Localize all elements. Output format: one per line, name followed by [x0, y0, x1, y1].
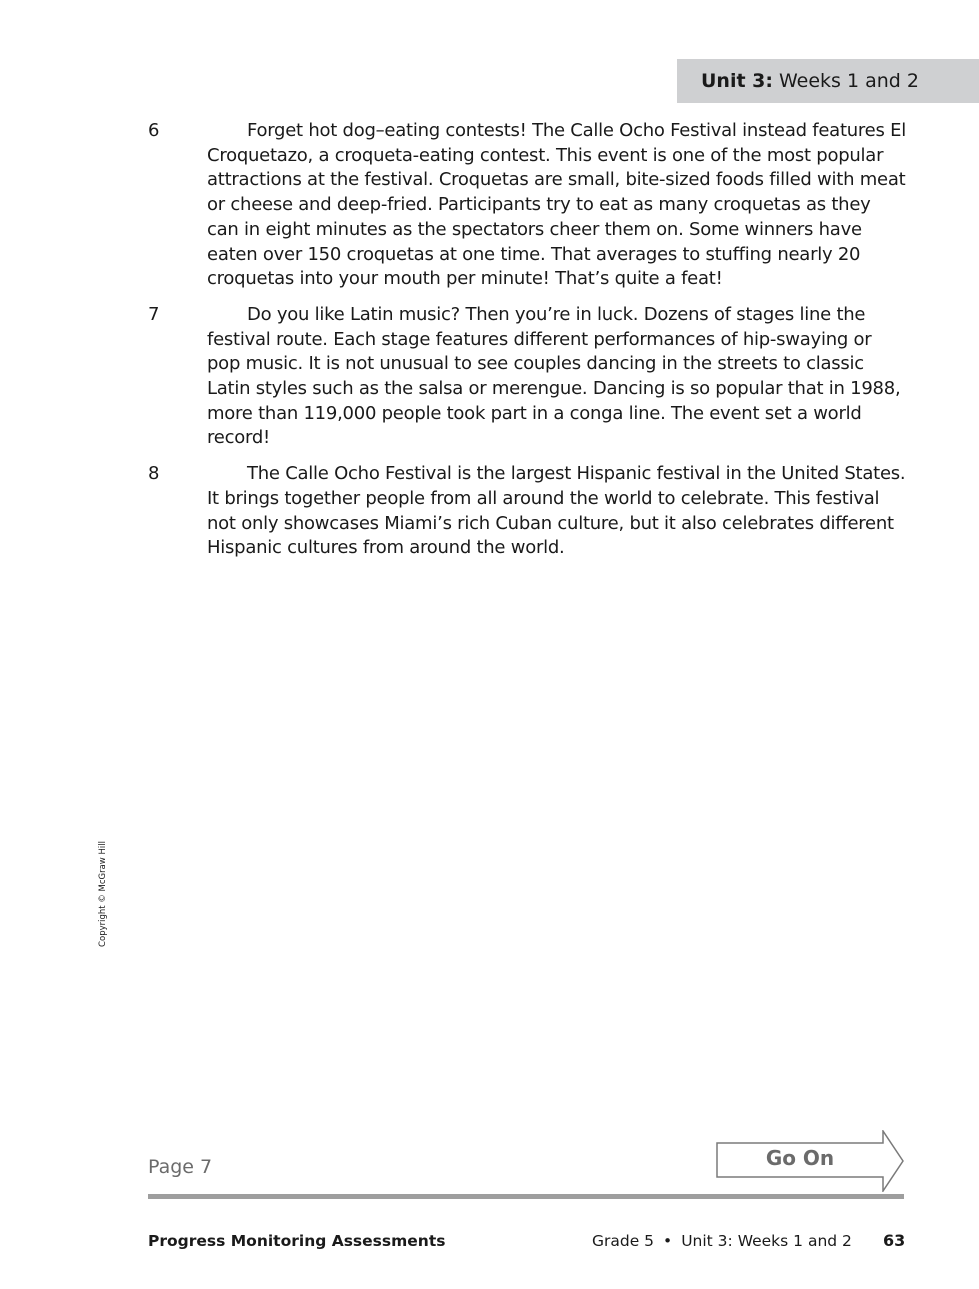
footer-divider	[148, 1194, 904, 1199]
unit-header-tab	[677, 59, 979, 103]
footer-unit: Unit 3: Weeks 1 and 2	[681, 1232, 852, 1250]
paragraph-6	[148, 119, 908, 292]
paragraph-7	[148, 303, 908, 451]
go-on-label: Go On	[765, 1146, 835, 1170]
paragraph-number: 7	[148, 303, 160, 325]
paragraph-number: 6	[148, 120, 160, 141]
paragraph-text: Do you like Latin music? Then you’re in luck. Dozens of stages line the festival route. Each stage features different performances of hip-swaying or pop music. It is not unusual to see couples dancing in the streets to classic Latin styles such as the salsa or merengue. Dancing is so popular that in 1988, more than 119,000 people took part in a conga line. The event set a world record!	[207, 303, 901, 449]
paragraph-number: 8	[148, 463, 160, 485]
paragraph-text: The Calle Ocho Festival is the largest Hispanic festival in the United States. It brings together people from all around the world to celebrate. This festival not only showcases Miami’s rich Cuban culture, but it also celebrates different Hispanic cultures from around the world.	[207, 463, 906, 559]
paragraph-text: Forget hot dog–eating contests! The Calle Ocho Festival instead features El Croquetazo, a croqueta-eating contest. This event is one of the most popular attractions at the festival. Croquetas are small, bite-sized foods filled with meat or cheese and deep-fried. Participants try to eat as many croquetas as they can in eight minutes as the spectators cheer them on. Some winners have eaten over 150 croquetas at one time. That averages to stuffing nearly 20 croquetas into your mouth per minute! That’s quite a feat!	[207, 120, 906, 290]
unit-label: Unit 3:	[701, 70, 773, 92]
page-number: 63	[883, 1231, 906, 1250]
footer-grade: Grade 5	[592, 1232, 655, 1250]
footer-course-info	[592, 1232, 852, 1250]
paragraph-8	[148, 462, 908, 561]
copyright-notice: Copyright © McGraw Hill	[98, 841, 108, 947]
unit-weeks: Weeks 1 and 2	[778, 70, 919, 92]
page-label: Page 7	[148, 1156, 213, 1178]
footer-separator: •	[663, 1232, 673, 1250]
go-on-button[interactable]	[716, 1130, 906, 1192]
reading-passage	[148, 119, 908, 572]
footer-title: Progress Monitoring Assessments	[148, 1232, 446, 1250]
